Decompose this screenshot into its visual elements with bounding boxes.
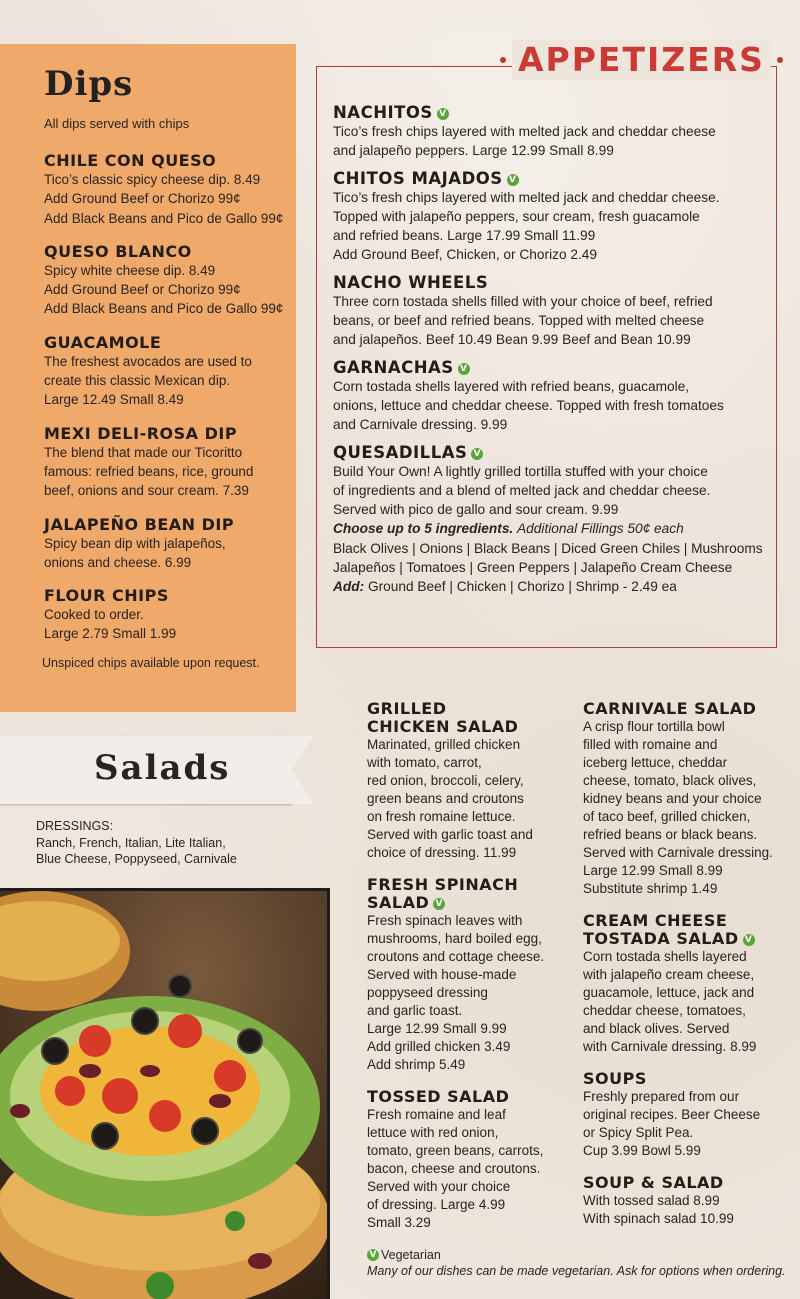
description-line: Large 2.79 Small 1.99 <box>44 626 177 642</box>
dips-list <box>44 151 296 644</box>
description-line: with jalapeño cream cheese, <box>583 967 755 982</box>
item-name: MEXI DELI-ROSA DIP <box>44 423 238 443</box>
description-line: and refried beans. Large 17.99 Small 11.99 <box>333 228 596 244</box>
description-line: Fresh spinach leaves with <box>367 913 523 928</box>
description-line: Small 3.29 <box>367 1215 431 1230</box>
item-description <box>583 1192 783 1228</box>
choose-line <box>333 519 776 538</box>
vegetarian-icon: V <box>743 934 755 946</box>
ingredients-line-1: Black Olives | Onions | Black Beans | Diced Green Chiles | Mushrooms <box>333 540 763 556</box>
description-line: Add Ground Beef, Chicken, or Chorizo 2.49 <box>333 247 598 263</box>
item-name: CREAM CHEESE <box>583 911 728 930</box>
item-name-row <box>367 700 572 736</box>
menu-item <box>583 1174 783 1228</box>
item-name-row <box>583 1070 783 1088</box>
menu-item <box>44 586 296 644</box>
description-line: Served with pico de gallo and sour cream. 9.99 <box>333 502 619 518</box>
description-line: Fresh romaine and leaf <box>367 1107 506 1122</box>
appetizers-title <box>512 40 771 80</box>
description-line: Topped with jalapeño peppers, sour cream, fresh guacamole <box>333 208 700 224</box>
description-line: Served with your choice <box>367 1179 511 1194</box>
vegetarian-icon: V <box>367 1249 379 1261</box>
dips-title: Dips <box>44 64 134 104</box>
salads-title: Salads <box>94 748 231 788</box>
item-name-row <box>333 169 776 188</box>
description-line: Large 12.49 Small 8.49 <box>44 392 184 408</box>
description-line: and garlic toast. <box>367 1003 463 1018</box>
menu-item <box>44 242 296 319</box>
description-line: tomato, green beans, carrots, <box>367 1143 544 1158</box>
description-line: famous: refried beans, rice, ground <box>44 463 254 479</box>
description-line: The freshest avocados are used to <box>44 353 252 369</box>
description-line: of ingredients and a blend of melted jack and cheddar cheese. <box>333 482 711 498</box>
item-description <box>44 170 296 228</box>
description-line: Corn tostada shells layered <box>583 949 747 964</box>
taco-salad-illustration <box>0 891 330 1299</box>
item-name: JALAPEÑO BEAN DIP <box>44 514 235 534</box>
item-name-row <box>44 242 296 261</box>
item-name-row <box>44 333 296 352</box>
description-line: Add Ground Beef or Chorizo 99¢ <box>44 191 241 207</box>
description-line: Build Your Own! A lightly grilled tortilla stuffed with your choice <box>333 463 708 479</box>
description-line: and jalapeños. Beef 10.49 Bean 9.99 Beef and Bean 10.99 <box>333 332 691 348</box>
appetizers-list <box>333 103 776 435</box>
description-line: of taco beef, grilled chicken, <box>583 809 751 824</box>
menu-item <box>367 1088 572 1232</box>
description-line: Add shrimp 5.49 <box>367 1057 466 1072</box>
description-line: original recipes. Beer Cheese <box>583 1107 761 1122</box>
item-name: CHITOS MAJADOS <box>333 168 503 188</box>
dressings-label: DRESSINGS: <box>36 819 114 833</box>
menu-item <box>367 876 572 1074</box>
taco-salad-photo <box>0 888 330 1299</box>
vegetarian-legend <box>367 1247 786 1263</box>
description-line: lettuce with red onion, <box>367 1125 499 1140</box>
item-name-row <box>333 358 776 377</box>
add-line <box>333 577 776 596</box>
item-name: CHICKEN SALAD <box>367 717 519 736</box>
description-line: with tomato, carrot, <box>367 755 482 770</box>
description-line: Add Black Beans and Pico de Gallo 99¢ <box>44 301 284 317</box>
description-line: onions and cheese. 6.99 <box>44 554 192 570</box>
menu-item <box>583 912 783 1056</box>
description-line: cheese, tomato, black olives, <box>583 773 757 788</box>
description-line: Large 12.99 Small 9.99 <box>367 1021 507 1036</box>
description-line: guacamole, lettuce, jack and <box>583 985 755 1000</box>
item-name: QUESO BLANCO <box>44 241 192 261</box>
dressings <box>36 818 237 868</box>
description-line: croutons and cottage cheese. <box>367 949 545 964</box>
description-line: Corn tostada shells layered with refried beans, guacamole, <box>333 378 690 394</box>
item-name-text: TOSTADA SALAD <box>583 929 739 948</box>
description-line: and jalapeño peppers. Large 12.99 Small 8.99 <box>333 143 614 159</box>
item-name: NACHITOS <box>333 103 433 122</box>
item-name: NACHO WHEELS <box>333 272 489 292</box>
item-description <box>333 188 776 265</box>
item-description <box>583 718 783 898</box>
description-line: and Carnivale dressing. 9.99 <box>333 417 508 433</box>
title-ornament-right <box>777 57 783 63</box>
description-line: Three corn tostada shells filled with your choice of beef, refried <box>333 293 713 309</box>
menu-item <box>333 169 776 265</box>
item-name-row <box>333 103 776 122</box>
menu-item <box>44 424 296 501</box>
item-description <box>583 948 783 1056</box>
description-line: choice of dressing. 11.99 <box>367 845 517 860</box>
description-line: Add Ground Beef or Chorizo 99¢ <box>44 282 241 298</box>
item-description <box>44 352 296 410</box>
salads-banner <box>0 736 292 804</box>
description-line: Served with garlic toast and <box>367 827 533 842</box>
item-name-text: SALAD <box>367 893 430 912</box>
description-line: Served with house-made <box>367 967 517 982</box>
item-name-row <box>333 273 776 292</box>
description-line: Tico’s classic spicy cheese dip. 8.49 <box>44 172 261 187</box>
item-name: FRESH SPINACH <box>367 875 519 894</box>
menu-item <box>44 151 296 228</box>
salads-column-a <box>367 700 572 1246</box>
dips-panel <box>0 44 296 712</box>
description-line: onions, lettuce and cheddar cheese. Topped with fresh tomatoes <box>333 397 724 413</box>
description-line: Tico’s fresh chips layered with melted jack and cheddar cheese. <box>333 189 720 205</box>
item-name <box>583 930 783 948</box>
item-name: FLOUR CHIPS <box>44 586 169 606</box>
item-name-row <box>583 700 783 718</box>
item-description <box>367 1106 572 1232</box>
dressings-line: Blue Cheese, Poppyseed, Carnivale <box>36 852 237 866</box>
description-line: The blend that made our Ticoritto <box>44 444 243 460</box>
item-description <box>44 534 296 573</box>
description-line: Tico’s fresh chips layered with melted jack and cheddar cheese <box>333 124 716 139</box>
description-line: red onion, broccoli, celery, <box>367 773 524 788</box>
description-line: Freshly prepared from our <box>583 1089 740 1104</box>
description-line: of dressing. Large 4.99 <box>367 1197 506 1212</box>
item-name-row <box>44 586 296 605</box>
description-line: beans, or beef and refried beans. Topped with melted cheese <box>333 313 705 329</box>
description-line: Marinated, grilled chicken <box>367 737 521 752</box>
vegetarian-icon: V <box>458 363 470 375</box>
description-line: and black olives. Served <box>583 1021 730 1036</box>
description-line: refried beans or black beans. <box>583 827 758 842</box>
item-name-row <box>367 876 572 912</box>
item-name-row <box>367 1088 572 1106</box>
item-name-row <box>44 424 296 443</box>
menu-item <box>333 273 776 350</box>
menu-item <box>333 358 776 435</box>
menu-item <box>367 700 572 862</box>
choose-emphasis: Choose up to 5 ingredients. <box>333 521 514 537</box>
item-name: QUESADILLAS <box>333 442 468 462</box>
description-line: With tossed salad 8.99 <box>583 1193 720 1208</box>
item-name: TOSSED SALAD <box>367 1087 510 1106</box>
description-line: on fresh romaine lettuce. <box>367 809 516 824</box>
vegetarian-options-note: Many of our dishes can be made vegetarian. Ask for options when ordering. <box>367 1264 786 1278</box>
item-name-row <box>44 515 296 534</box>
description-line: Cup 3.99 Bowl 5.99 <box>583 1143 701 1158</box>
description-line: beef, onions and sour cream. 7.39 <box>44 483 249 499</box>
description-line: green beans and croutons <box>367 791 524 806</box>
item-description <box>333 122 776 161</box>
item-name-row <box>583 1174 783 1192</box>
vegetarian-icon: V <box>471 448 483 460</box>
description-line: mushrooms, hard boiled egg, <box>367 931 542 946</box>
description-line: Spicy white cheese dip. 8.49 <box>44 262 216 278</box>
description-line: poppyseed dressing <box>367 985 488 1000</box>
description-line: Spicy bean dip with jalapeños, <box>44 535 226 551</box>
item-description <box>44 261 296 319</box>
dressings-line: Ranch, French, Italian, Lite Italian, <box>36 835 226 850</box>
description-line: Add grilled chicken 3.49 <box>367 1039 511 1054</box>
description-line: Cooked to order. <box>44 607 144 623</box>
item-name: CHILE CON QUESO <box>44 151 217 170</box>
vegetarian-note <box>367 1247 786 1279</box>
appetizers-title-text: APPETIZERS <box>518 40 765 79</box>
menu-item <box>583 1070 783 1160</box>
description-line: Substitute shrimp 1.49 <box>583 881 718 896</box>
appetizers-box <box>316 66 777 648</box>
menu-item <box>44 333 296 410</box>
vegetarian-icon: V <box>433 898 445 910</box>
salads-column-b <box>583 700 783 1242</box>
item-name: GUACAMOLE <box>44 332 162 352</box>
menu-item <box>44 515 296 573</box>
item-name: GARNACHAS <box>333 357 454 377</box>
item-name: GRILLED <box>367 699 447 718</box>
choose-rest: Additional Fillings 50¢ each <box>517 521 684 537</box>
description-line: A crisp flour tortilla bowl <box>583 719 725 734</box>
description-line: kidney beans and your choice <box>583 791 762 806</box>
add-options: Ground Beef | Chicken | Chorizo | Shrimp - 2.49 ea <box>364 579 677 595</box>
dips-note: All dips served with chips <box>44 116 190 131</box>
description-line: filled with romaine and <box>583 737 718 752</box>
menu-item-quesadillas <box>333 443 776 597</box>
dips-footnote: Unspiced chips available upon request. <box>42 655 260 670</box>
item-description <box>583 1088 783 1160</box>
item-name-row <box>583 912 783 948</box>
menu-item <box>583 700 783 898</box>
description-line: cheddar cheese, tomatoes, <box>583 1003 746 1018</box>
vegetarian-icon: V <box>507 174 519 186</box>
item-name: SOUP & SALAD <box>583 1173 724 1192</box>
item-description <box>367 912 572 1074</box>
description-line: or Spicy Split Pea. <box>583 1125 694 1140</box>
vegetarian-label: Vegetarian <box>381 1248 441 1262</box>
description-line: iceberg lettuce, cheddar <box>583 755 728 770</box>
item-description <box>333 292 776 350</box>
item-description <box>44 443 296 501</box>
menu-item <box>333 103 776 161</box>
item-description <box>367 736 572 862</box>
ingredients-line-2: Jalapeños | Tomatoes | Green Peppers | Jalapeño Cream Cheese <box>333 560 733 576</box>
item-description <box>333 377 776 435</box>
vegetarian-icon: V <box>437 108 449 120</box>
description-line: bacon, cheese and croutons. <box>367 1161 541 1176</box>
description-line: With spinach salad 10.99 <box>583 1211 734 1226</box>
item-name-row <box>44 151 296 170</box>
description-line: Served with Carnivale dressing. <box>583 845 773 860</box>
item-name <box>367 894 572 912</box>
add-label: Add: <box>333 579 365 595</box>
description-line: create this classic Mexican dip. <box>44 373 231 389</box>
item-description <box>44 605 296 644</box>
title-ornament-left <box>500 57 506 63</box>
item-name: SOUPS <box>583 1069 647 1088</box>
description-line: Large 12.99 Small 8.99 <box>583 863 723 878</box>
description-line: with Carnivale dressing. 8.99 <box>583 1039 757 1054</box>
item-description <box>333 462 776 520</box>
item-name: CARNIVALE SALAD <box>583 699 757 718</box>
description-line: Add Black Beans and Pico de Gallo 99¢ <box>44 210 284 226</box>
